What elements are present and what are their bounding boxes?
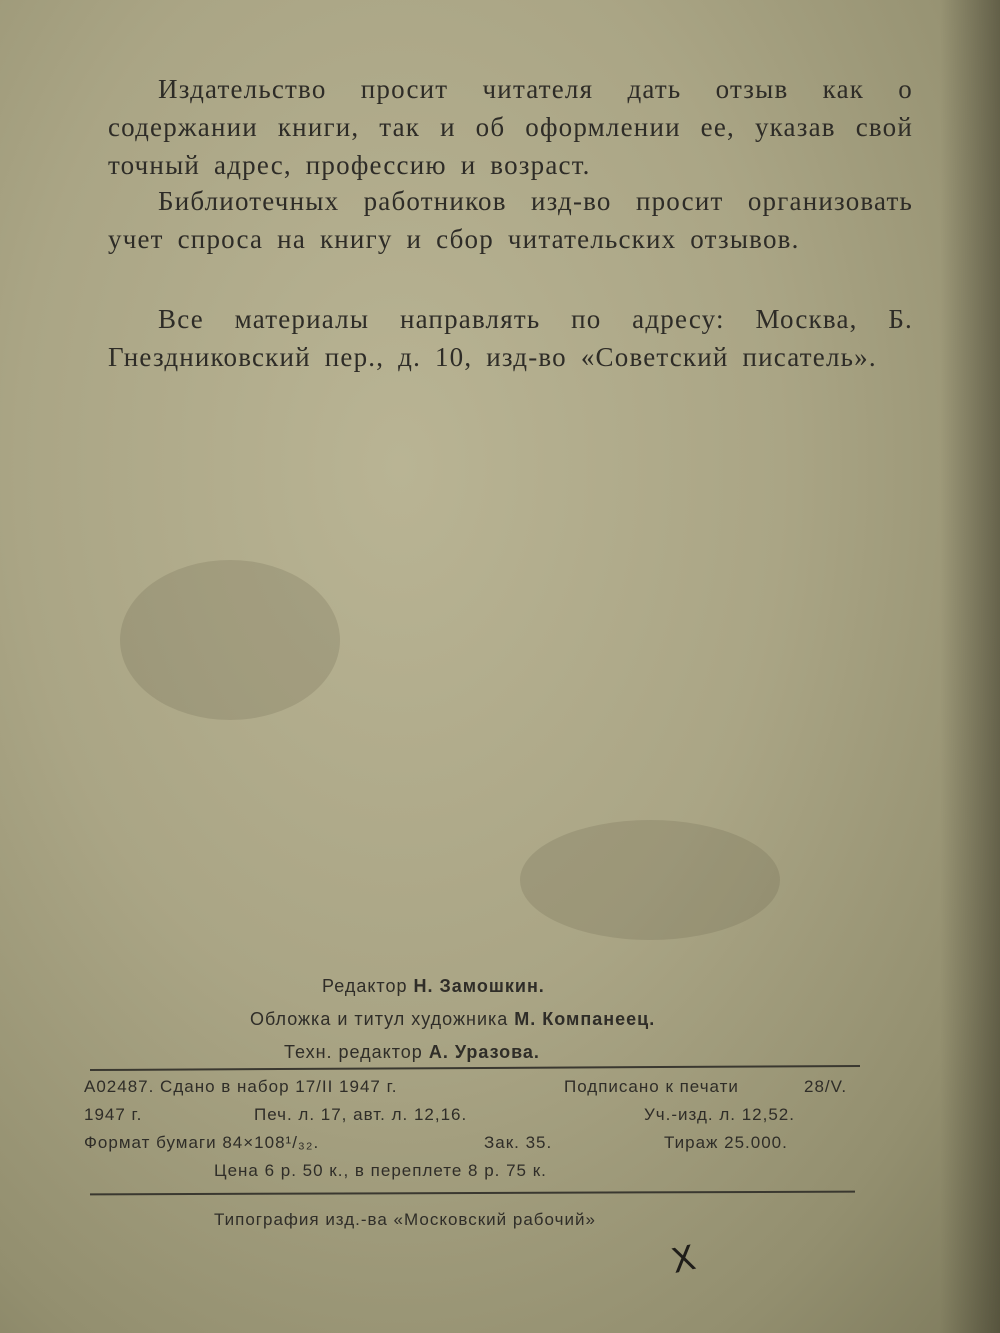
- paragraph-address: [108, 300, 913, 376]
- imprint-signed: Подписано к печати: [564, 1077, 739, 1096]
- editor-name: Н. Замошкин.: [413, 976, 545, 996]
- page-edge-shadow: [940, 0, 1000, 1333]
- imprint-row: [84, 1133, 864, 1161]
- cover-artist-name: М. Компанеец.: [514, 1009, 656, 1029]
- tech-editor-name: А. Уразова.: [428, 1042, 540, 1062]
- paragraph-address-text: Все материалы направлять по адресу: Москва, Б. Гнездниковский пер., д. 10, изд-во «Советский писатель».: [108, 304, 913, 372]
- editor-label: Редактор: [322, 976, 408, 996]
- imprint-row: [84, 1161, 864, 1189]
- printer-line: Типография изд.-ва «Московский рабочий»: [214, 1210, 596, 1229]
- handwritten-mark: Х: [668, 1238, 700, 1282]
- imprint-price: Цена 6 р. 50 к., в переплете 8 р. 75 к.: [214, 1161, 547, 1180]
- imprint-format: Формат бумаги 84×108¹/₃₂.: [84, 1133, 320, 1152]
- imprint-row: [84, 1077, 864, 1105]
- imprint-pub-sheets: Уч.-изд. л. 12,52.: [644, 1105, 795, 1124]
- imprint-order-no: Зак. 35.: [484, 1133, 553, 1152]
- cover-label: Обложка и титул художника: [250, 1009, 509, 1029]
- imprint-signed-date: 28/V.: [804, 1077, 848, 1096]
- tech-editor-line: [150, 1036, 910, 1069]
- paragraph-librarians: [108, 182, 913, 258]
- paragraph-feedback: [108, 70, 913, 184]
- tech-editor-label: Техн. редактор: [284, 1042, 423, 1062]
- imprint-row: [84, 1105, 864, 1133]
- paragraph-librarians-text: Библиотечных работников изд-во просит организовать учет спроса на книгу и сбор читательских отзывов.: [108, 186, 913, 254]
- divider-bottom: [90, 1191, 855, 1196]
- imprint-block: [84, 1077, 864, 1189]
- imprint-print-run: Тираж 25.000.: [664, 1133, 788, 1152]
- editor-line: [150, 970, 910, 1003]
- paper-stain: [120, 560, 340, 720]
- paper-stain: [520, 820, 780, 940]
- imprint-year: 1947 г.: [84, 1105, 143, 1124]
- cover-artist-line: [150, 1003, 910, 1036]
- paragraph-feedback-text: Издательство просит читателя дать отзыв как о содержании книги, так и об оформлении ее, указав свой точный адрес, профессию и возраст.: [108, 74, 913, 180]
- credits-block: [150, 970, 910, 1069]
- imprint-order: А02487. Сдано в набор 17/II 1947 г.: [84, 1077, 398, 1096]
- imprint-sheets: Печ. л. 17, авт. л. 12,16.: [254, 1105, 468, 1124]
